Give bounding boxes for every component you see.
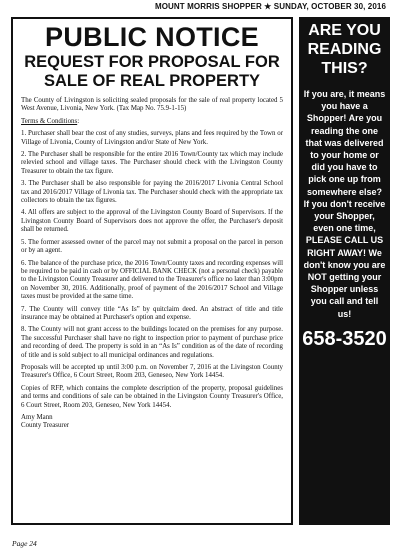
term-item: 1. Purchaser shall bear the cost of any studies, surveys, plans and fees required by the Town or Village of Livonia, County of Livingston and/or State of New York. <box>21 130 283 146</box>
notice-body <box>21 97 283 431</box>
ad-headline: ARE YOU READING THIS? <box>307 22 382 77</box>
public-notice <box>11 17 293 525</box>
terms-label: Terms & Conditions <box>21 117 78 125</box>
page-header: MOUNT MORRIS SHOPPER ★ SUNDAY, OCTOBER 30, 2016 <box>154 2 386 11</box>
proposal-deadline: Proposals will be accepted up until 3:00 p.m. on November 7, 2016 at the Livingston County Treasurer's Office, 6 Court Street, Room 203, Geneseo, New York 14454. <box>21 363 283 380</box>
notice-title: PUBLIC NOTICE <box>45 22 259 52</box>
term-item: 4. All offers are subject to the approval of the Livingston County Board of Supervisors. If the Livingston County Board of Supervisors does not approve the offer, the Purchaser's deposit shall be returned. <box>21 209 283 234</box>
term-item: 5. The former assessed owner of the parcel may not submit a proposal on the parcel in person or by an agent. <box>21 238 283 255</box>
signer-name: Amy Mann <box>21 414 53 421</box>
ad-phone: 658-3520 <box>302 327 387 350</box>
rfp-copies: Copies of RFP, which contains the complete description of the property, proposal guidelines and terms and conditions of sale can be obtained in the Livingston County Treasurer's Office, 6 Court Street, Room 203, Geneseo, New York 14454. <box>21 384 283 409</box>
term-item: 3. The Purchaser shall be also responsible for paying the 2016/2017 Livonia Central School tax and 2016/2017 Village of Livonia tax. The Purchaser should check with the appropriate tax collectors to obtain the tax figures. <box>21 180 283 205</box>
terms-heading: Terms & Conditions: <box>21 117 80 125</box>
term-item: 6. The balance of the purchase price, the 2016 Town/County taxes and recording expenses will be required to be paid in cash or by OFFICIAL BANK CHECK (not a personal check) payable to the Livingston County Treasurer and delivered to the Treasurer's office no later than 3:00pm on November 30, 2016. Additionally, proof of payment of the 2016/2017 School and Village taxes must be provided at the same time. <box>21 259 283 301</box>
shopper-ad <box>299 17 390 525</box>
page-number: Page 24 <box>12 539 37 548</box>
term-item: 2. The Purchaser shall be responsible for the entire 2016 Town/County tax which may include relevied school and village taxes. The Purchaser should check with the Livingston County Treasurer to obtain the tax figure. <box>21 151 283 175</box>
ad-message: If you are, it means you have a Shopper! Are you reading the one that was delivered to your home or did you have to pick one up from somewhere else? If you don't receive your Shopper, even one time, PLEASE CALL US RIGHT AWAY! We don't know you are NOT getting your Shopper unless you call and tell us! <box>303 89 386 319</box>
term-item: 8. The County will not grant access to the buildings located on the premises for any purpose. The successful Purchaser shall have no right to inspection prior to payment of purchase price and recording of deed. The property is sold in an “As Is” condition as of the date of recording of title and is sold subject to all municipal ordinances and regulations. <box>21 326 283 359</box>
signer-title: County Treasurer <box>21 422 70 430</box>
term-item: 7. The County will convey title “As Is” by quitclaim deed. An abstract of title and title insurance may be obtained at Purchaser's option and expense. <box>21 305 283 321</box>
notice-intro: The County of Livingston is soliciting sealed proposals for the sale of real property located 5 West Avenue, Livonia, New York. (Tax Map No. 75.9-1-15) <box>21 97 283 113</box>
notice-subtitle: REQUEST FOR PROPOSAL FOR SALE OF REAL PROPERTY <box>24 53 280 90</box>
